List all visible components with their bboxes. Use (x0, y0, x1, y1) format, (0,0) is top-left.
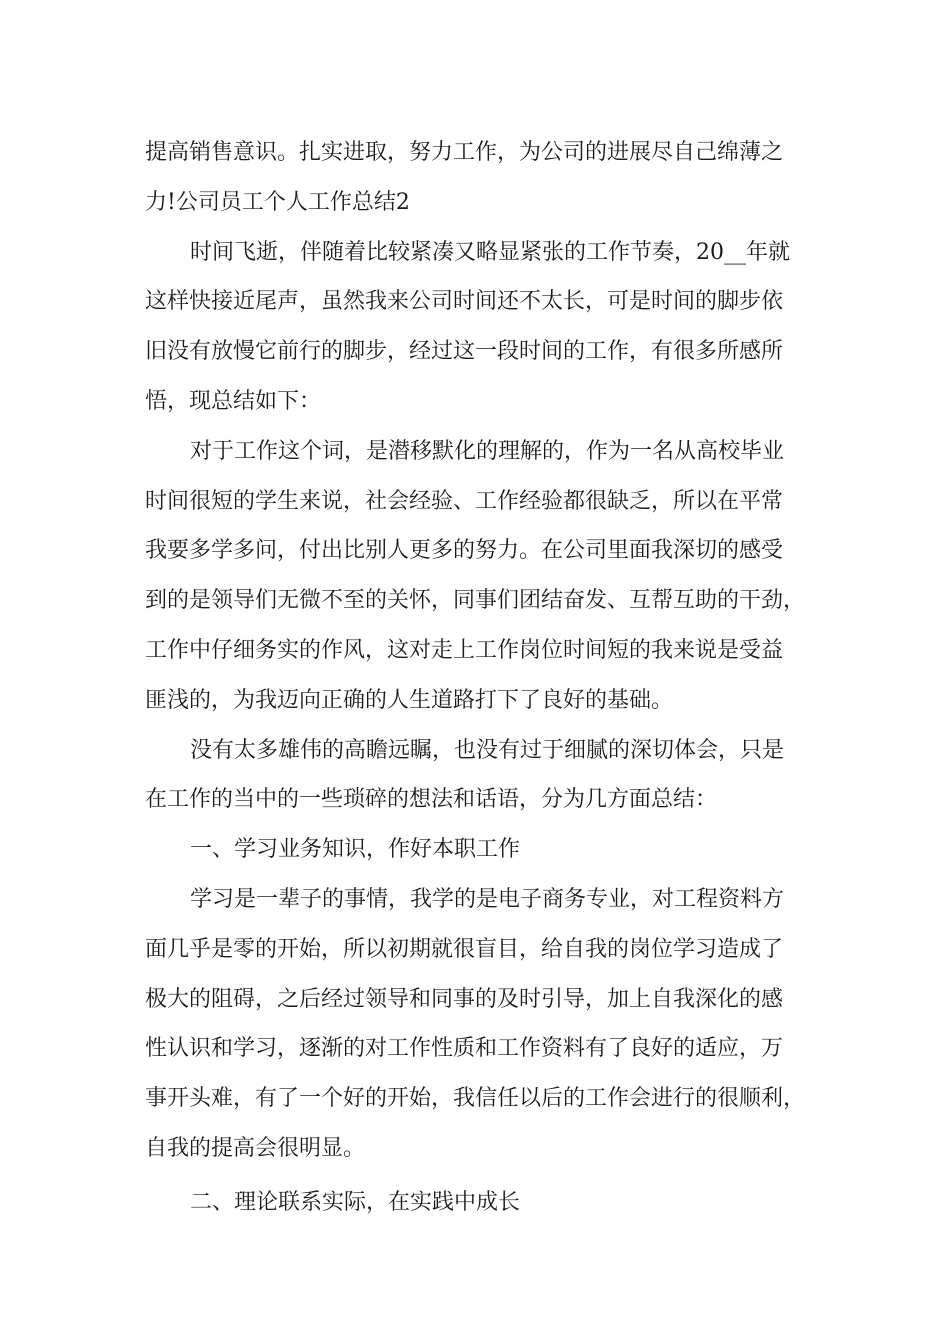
text-line: 事开头难，有了一个好的开始，我信任以后的工作会进行的很顺利， (145, 1086, 806, 1112)
text-line: 匪浅的，为我迈向正确的人生道路打下了良好的基础。 (145, 687, 674, 713)
text-line: 面几乎是零的开始，所以初期就很盲目，给自我的岗位学习造成了 (145, 936, 784, 962)
text-line: 这样快接近尾声，虽然我来公司时间还不太长，可是时间的脚步依 (145, 289, 784, 315)
text-line: 工作中仔细务实的作风，这对走上工作岗位时间短的我来说是受益 (145, 637, 784, 663)
section-heading-1: 一、学习业务知识，作好本职工作 (190, 837, 521, 863)
paragraph-start-line: 没有太多雄伟的高瞻远瞩，也没有过于细腻的深切体会，只是 (190, 737, 785, 763)
paragraph-start-line: 对于工作这个词，是潜移默化的理解的，作为一名从高校毕业 (190, 438, 785, 464)
text-line: 在工作的当中的一些琐碎的想法和话语，分为几方面总结： (145, 787, 718, 813)
document-body (145, 128, 815, 1228)
text-line: 自我的提高会很明显。 (145, 1135, 366, 1161)
text-line: 性认识和学习，逐渐的对工作性质和工作资料有了良好的适应，万 (145, 1036, 784, 1062)
section-heading-2: 二、理论联系实际，在实践中成长 (190, 1189, 521, 1215)
paragraph-start-line: 学习是一辈子的事情，我学的是电子商务专业，对工程资料方 (190, 886, 785, 912)
text-line: 力!公司员工个人工作总结2 (145, 189, 410, 215)
text-line: 到的是领导们无微不至的关怀，同事们团结奋发、互帮互助的干劲， (145, 588, 806, 614)
text-line: 旧没有放慢它前行的脚步，经过这一段时间的工作，有很多所感所 (145, 339, 784, 365)
text-line: 时间很短的学生来说，社会经验、工作经验都很缺乏，所以在平常 (145, 488, 784, 514)
text-line: 提高销售意识。扎实进取，努力工作，为公司的进展尽自己绵薄之 (145, 140, 784, 165)
text-line: 极大的阻碍，之后经过领导和同事的及时引导，加上自我深化的感 (145, 986, 784, 1012)
paragraph-start-line: 时间飞逝，伴随着比较紧凑又略显紧张的工作节奏，20__年就 (190, 239, 790, 265)
text-line: 我要多学多问，付出比别人更多的努力。在公司里面我深切的感受 (145, 538, 784, 564)
text-line: 悟，现总结如下： (145, 388, 322, 414)
